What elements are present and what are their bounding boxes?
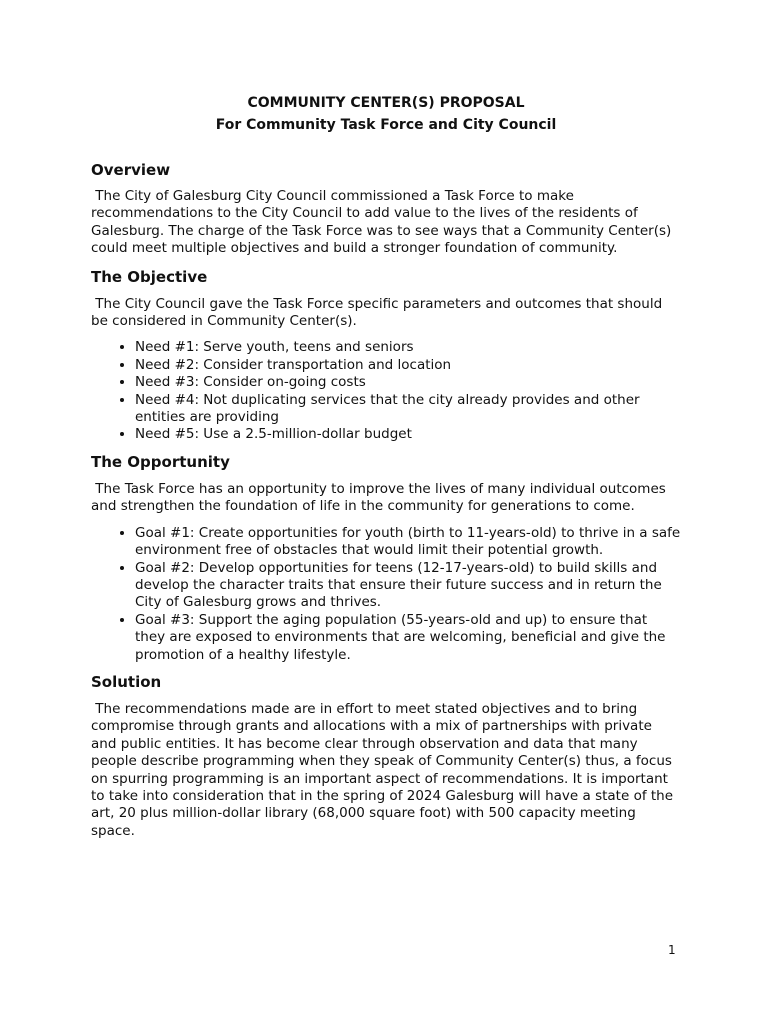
document-title-line-2: For Community Task Force and City Council (215, 117, 557, 133)
need-item: • Need #3: Consider on-going costs (135, 374, 681, 391)
opportunity-heading: The Opportunity (91, 452, 230, 471)
document-title-line-1: COMMUNITY CENTER(S) PROPOSAL (247, 95, 525, 111)
need-item: • Need #1: Serve youth, teens and seniors (135, 339, 681, 356)
solution-paragraph: The recommendations made are in effort to meet stated objectives and to bring compromise through grants and allocations with a mix of partnerships with private and public entities. It has become clear through observation and data that many people describe programming when they speak of Community Center(s) thus, a focus on spurring programming is an important aspect of recommendations. It is important to take into consideration that in the spring of 2024 Galesburg will have a state of the art, 20 plus million-dollar library (68,000 square foot) with 500 capacity meeting space. (91, 700, 674, 839)
document-page (91, 92, 681, 840)
need-item: • Need #4: Not duplicating services that the city already provides and other entities are providing (135, 392, 681, 427)
opportunity-paragraph: The Task Force has an opportunity to improve the lives of many individual outcomes and strengthen the foundation of life in the community for generations to come. (91, 480, 666, 515)
solution-heading: Solution (91, 672, 162, 691)
goals-list (91, 525, 681, 664)
goal-item: • Goal #1: Create opportunities for youth (birth to 11-years-old) to thrive in a safe environment free of obstacles that would limit their potential growth. (135, 525, 681, 560)
goal-item: • Goal #3: Support the aging population (55-years-old and up) to ensure that they are exposed to environments that are welcoming, beneficial and give the promotion of a healthy lifestyle. (135, 612, 681, 664)
need-item: • Need #5: Use a 2.5-million-dollar budget (135, 426, 681, 443)
page-number: 1 (668, 943, 676, 957)
overview-heading: Overview (91, 161, 171, 179)
overview-paragraph: The City of Galesburg City Council commissioned a Task Force to make recommendations to the City Council to add value to the lives of the residents of Galesburg. The charge of the Task Force was to see ways that a Community Center(s) could meet multiple objectives and build a stronger foundation of community. (91, 188, 672, 257)
needs-list (91, 339, 681, 443)
objective-heading: The Objective (91, 267, 208, 286)
goal-item: • Goal #2: Develop opportunities for teens (12-17-years-old) to build skills and develop the character traits that ensure their future success and in return the City of Galesburg grows and thrives. (135, 560, 681, 612)
need-item: • Need #2: Consider transportation and location (135, 357, 681, 374)
objective-paragraph: The City Council gave the Task Force specific parameters and outcomes that should be considered in Community Center(s). (91, 295, 663, 330)
